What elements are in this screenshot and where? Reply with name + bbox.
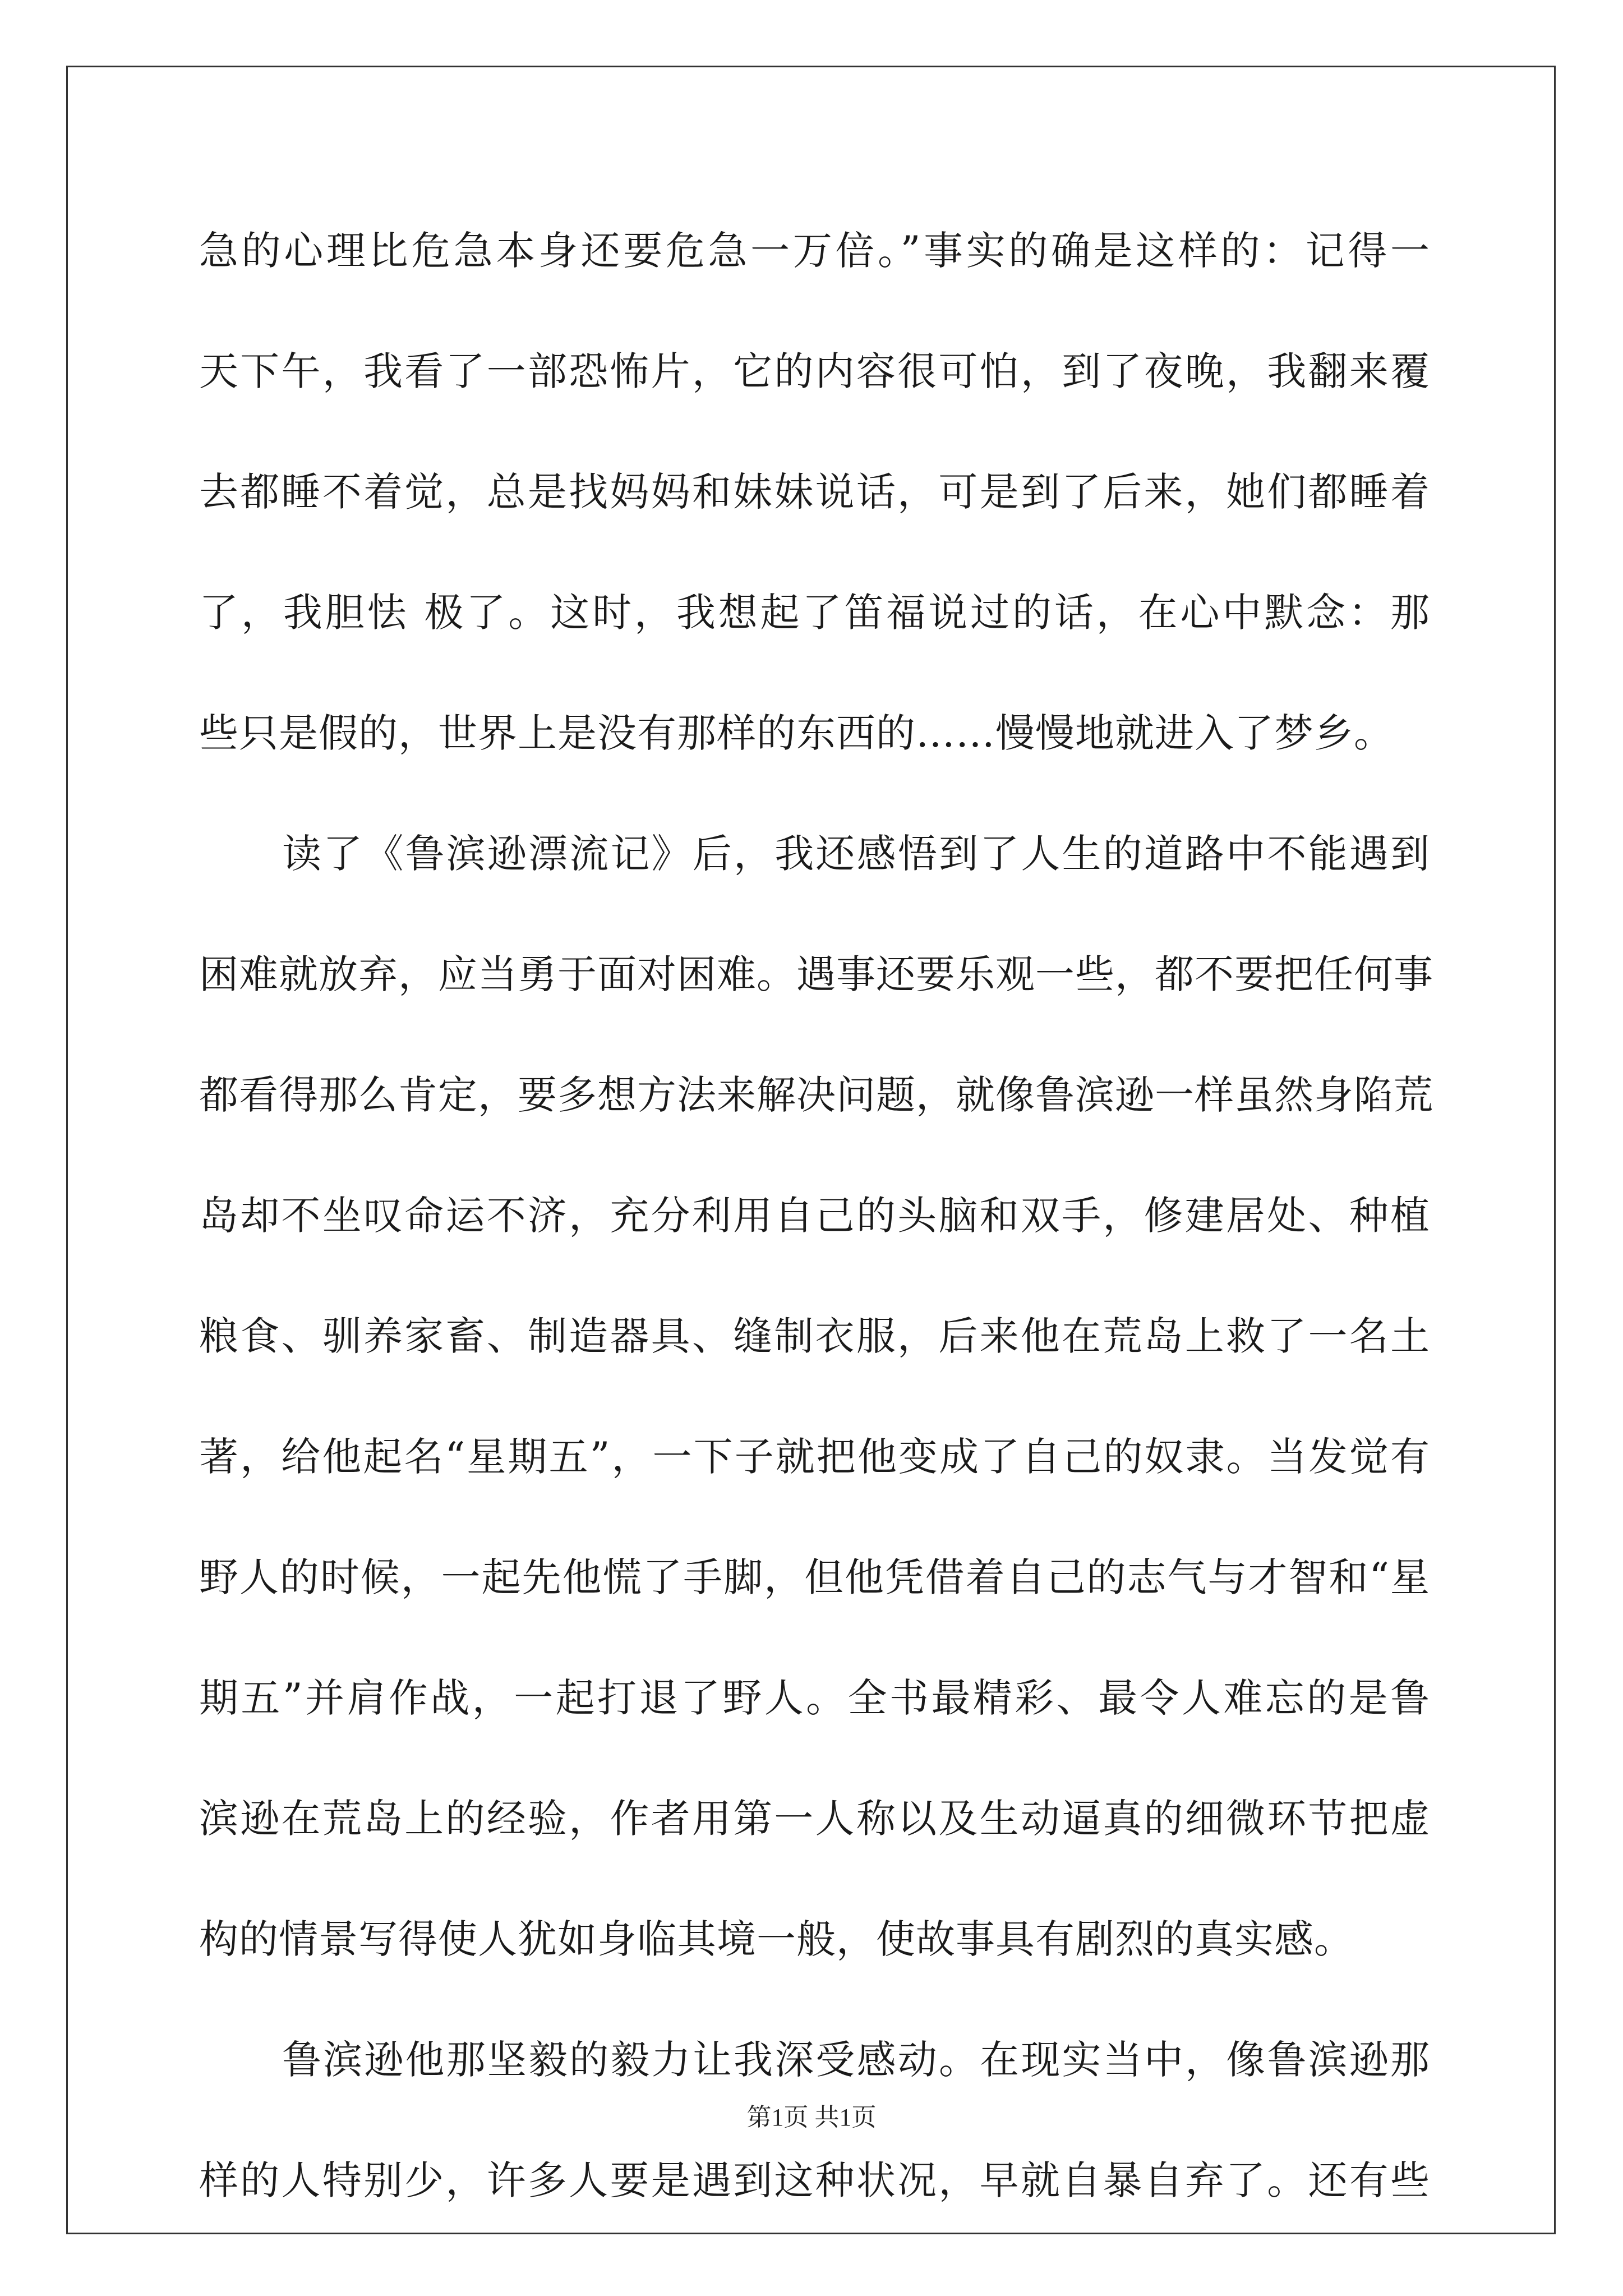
text-line: 天下午，我看了一部恐怖片，它的内容很可怕，到了夜晚，我翻来覆 <box>199 348 1430 394</box>
text-line: 读了《鲁滨逊漂流记》后，我还感悟到了人生的道路中不能遇到 <box>282 831 1430 877</box>
text-line: 构的情景写得使人犹如身临其境一般，使故事具有剧烈的真实感。 <box>199 1916 1354 1962</box>
text-line: 样的人特别少，许多人要是遇到这种状况，早就自暴自弃了。还有些 <box>199 2157 1430 2203</box>
text-line: 困难就放弃，应当勇于面对困难。遇事还要乐观一些，都不要把任何事 <box>199 951 1433 997</box>
text-line: 著，给他起名“星期五”，一下子就把他变成了自己的奴隶。当发觉有 <box>199 1434 1430 1480</box>
page-number-label: 第1页 共1页 <box>746 2104 877 2131</box>
text-line: 粮食、驯养家畜、制造器具、缝制衣服，后来他在荒岛上救了一名土 <box>199 1313 1430 1359</box>
page-footer <box>0 2097 1623 2133</box>
text-line: 滨逊在荒岛上的经验，作者用第一人称以及生动逼真的细微环节把虚 <box>199 1796 1430 1842</box>
text-line: 了，我胆怯 极了。这时，我想起了笛福说过的话，在心中默念：那 <box>199 590 1430 636</box>
text-line: 期五”并肩作战，一起打退了野人。全书最精彩、最令人难忘的是鲁 <box>199 1675 1430 1721</box>
text-line: 去都睡不着觉，总是找妈妈和妹妹说话，可是到了后来，她们都睡着 <box>199 469 1430 515</box>
text-line: 些只是假的，世界上是没有那样的东西的……慢慢地就进入了梦乡。 <box>199 710 1394 756</box>
text-line: 野人的时候，一起先他慌了手脚，但他凭借着自己的志气与才智和“星 <box>199 1554 1430 1600</box>
text-line: 鲁滨逊他那坚毅的毅力让我深受感动。在现实当中，像鲁滨逊那 <box>282 2037 1430 2083</box>
text-line: 都看得那么肯定，要多想方法来解决问题，就像鲁滨逊一样虽然身陷荒 <box>199 1072 1433 1118</box>
text-line: 岛却不坐叹命运不济，充分利用自己的头脑和双手，修建居处、种植 <box>199 1193 1430 1239</box>
text-line: 急的心理比危急本身还要危急一万倍。”事实的确是这样的：记得一 <box>199 228 1430 274</box>
document-body <box>199 191 1433 2241</box>
